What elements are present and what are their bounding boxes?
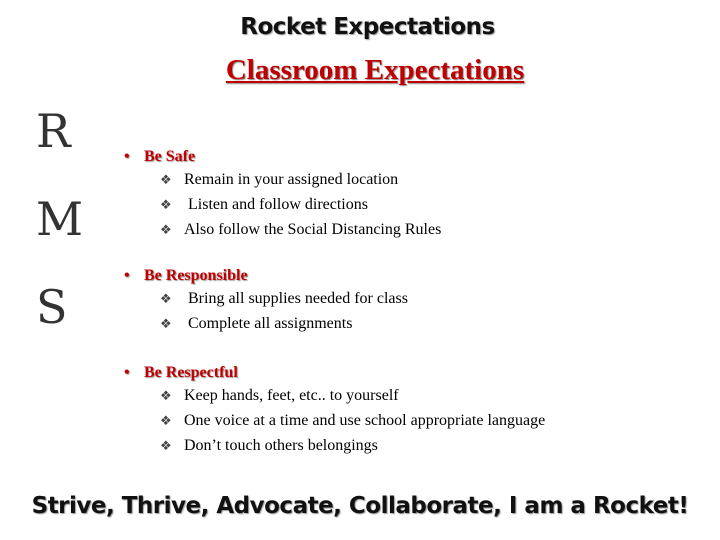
side-letter-s: S [36, 280, 68, 334]
page-title: Rocket Expectations [240, 14, 495, 40]
section-be-respectful [124, 362, 545, 459]
round-bullet-icon: • [124, 267, 130, 284]
list-item: ❖ Remain in your assigned location [124, 168, 441, 193]
list-item: ❖ Bring all supplies needed for class [124, 287, 408, 312]
diamond-bullet-icon: ❖ [160, 198, 172, 213]
list-item: ❖ Listen and follow directions [124, 193, 441, 218]
section-heading: Be Respectful [144, 364, 238, 381]
diamond-bullet-icon: ❖ [160, 223, 172, 238]
list-item: ❖ Complete all assignments [124, 312, 408, 337]
diamond-bullet-icon: ❖ [160, 292, 172, 307]
footer-motto: Strive, Thrive, Advocate, Collaborate, I am a Rocket! [31, 493, 689, 519]
side-letter-m: M [36, 192, 84, 246]
diamond-bullet-icon: ❖ [160, 439, 172, 454]
section-be-responsible [124, 265, 408, 337]
diamond-bullet-icon: ❖ [160, 173, 172, 188]
section-heading: Be Safe [144, 148, 196, 165]
diamond-bullet-icon: ❖ [160, 414, 172, 429]
list-item: ❖ Also follow the Social Distancing Rules [124, 218, 441, 243]
diamond-bullet-icon: ❖ [160, 317, 172, 332]
diamond-bullet-icon: ❖ [160, 389, 172, 404]
list-item: ❖ One voice at a time and use school appropriate language [124, 409, 545, 434]
list-item: ❖ Don’t touch others belongings [124, 434, 545, 459]
list-item: ❖ Keep hands, feet, etc.. to yourself [124, 384, 545, 409]
section-be-safe [124, 146, 441, 243]
section-heading: Be Responsible [144, 267, 248, 284]
round-bullet-icon: • [124, 364, 130, 381]
page-subtitle: Classroom Expectations [225, 54, 525, 86]
side-letter-r: R [36, 104, 71, 158]
round-bullet-icon: • [124, 148, 130, 165]
